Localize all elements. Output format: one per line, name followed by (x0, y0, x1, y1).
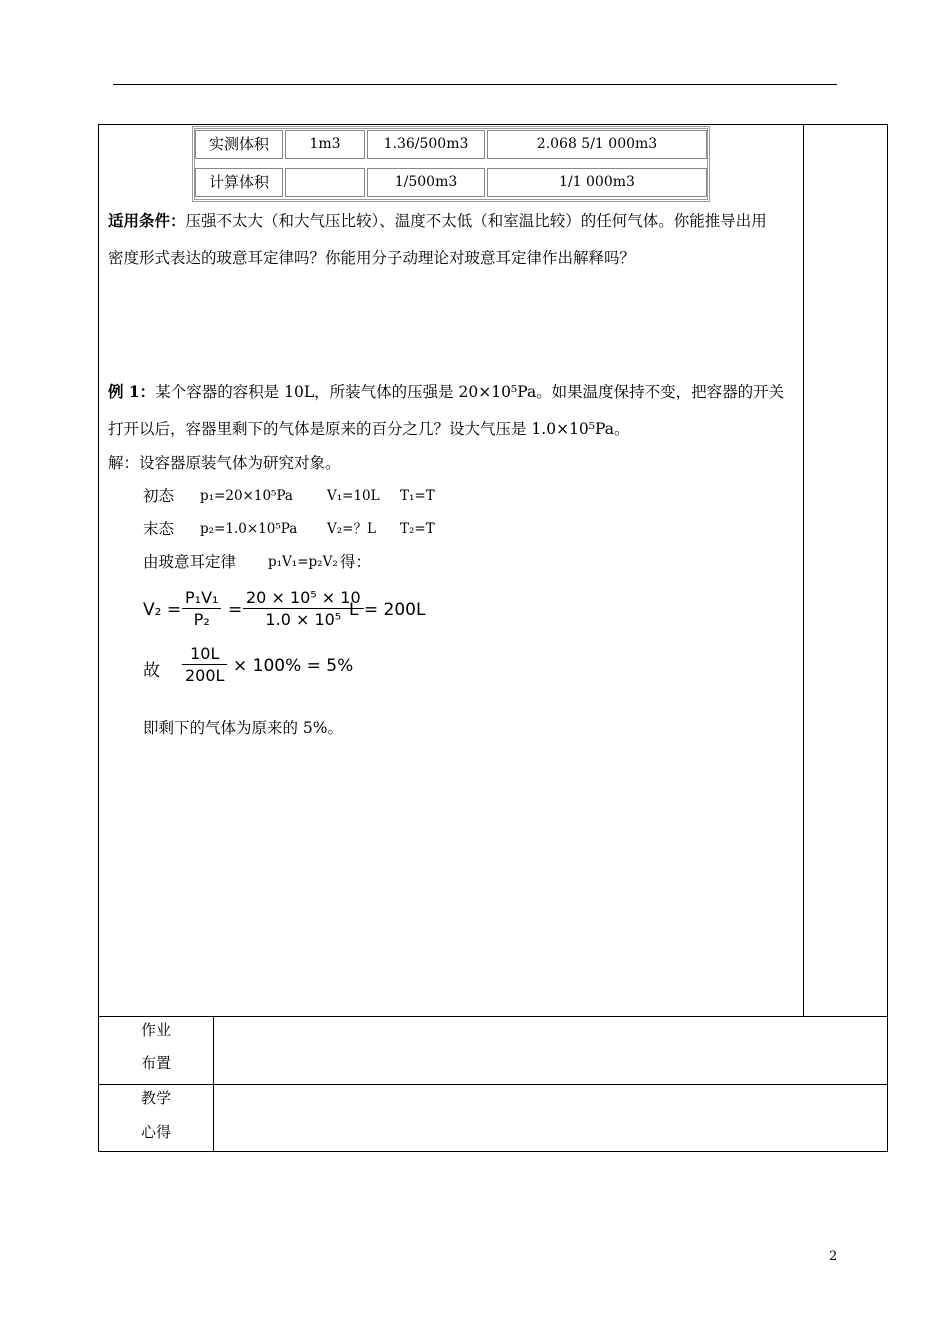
lesson-table (98, 124, 888, 1152)
example-line-2: 打开以后，容器里剩下的气体是原来的百分之几？设大气压是 1.0×10⁵Pa。 (108, 420, 630, 438)
conditions-line-2: 密度形式表达的玻意耳定律吗？你能用分子动理论对玻意耳定律作出解释吗？ (108, 249, 636, 267)
initial-volume: V₁=10L (327, 488, 380, 504)
ratio-result: × 100% = 5% (233, 656, 354, 676)
homework-row-top (98, 1016, 888, 1017)
example-text: 某个容器的容积是 10L，所装气体的压强是 20×10⁵Pa。如果温度保持不变，把容器的开关 (155, 383, 785, 401)
table-cell: 1/500m3 (367, 168, 485, 197)
fraction-numerator: P₁V₁ (182, 588, 221, 609)
fraction-numerator: 10L (182, 644, 227, 665)
initial-state-label: 初态 (143, 487, 175, 505)
initial-temperature: T₁=T (400, 488, 435, 504)
equation-lhs: V₂ = (143, 600, 182, 620)
boyle-law-equation: p₁V₁=p₂V₂ (268, 554, 338, 570)
conclusion: 即剩下的气体为原来的 5%。 (143, 719, 344, 737)
boyle-law-text: 由玻意耳定律 (143, 553, 237, 571)
conditions-text: 压强不太大（和大气压比较）、温度不太低（和室温比较）的任何气体。你能推导出用 (185, 212, 767, 230)
fraction-denominator: 1.0 × 10⁵ (265, 610, 342, 629)
fraction-numerator: 20 × 10⁵ × 10 (243, 588, 364, 609)
homework-label-2: 布置 (140, 1054, 171, 1072)
final-pressure: p₂=1.0×10⁵Pa (200, 521, 298, 537)
right-column-divider (803, 124, 804, 1016)
final-temperature: T₂=T (400, 521, 435, 537)
solution-intro: 解：设容器原装气体为研究对象。 (108, 454, 341, 472)
table-cell: 1.36/500m3 (367, 130, 485, 159)
homework-label-1: 作业 (140, 1021, 171, 1039)
table-cell: 实测体积 (195, 130, 283, 159)
footer-label-divider (213, 1016, 214, 1152)
table-cell: 计算体积 (195, 168, 283, 197)
equation-fraction-1 (182, 588, 221, 629)
conditions-line-1 (108, 211, 767, 231)
reflection-row-top (98, 1084, 888, 1085)
initial-pressure: p₁=20×10⁵Pa (200, 488, 293, 504)
equation-rhs: L = 200L (349, 600, 426, 620)
page-number: 2 (829, 1249, 838, 1264)
example-line-1 (108, 382, 784, 402)
table-cell (285, 168, 365, 197)
therefore-label: 故 (143, 661, 160, 681)
table-cell: 1m3 (285, 130, 365, 159)
fraction-denominator: 200L (185, 666, 225, 685)
example-label: 例 1： (108, 382, 156, 401)
boyle-law-get: 得： (340, 553, 372, 571)
reflection-label-2: 心得 (140, 1123, 171, 1141)
header-rule (113, 84, 837, 85)
equation-equals: = (228, 600, 243, 620)
conditions-label: 适用条件： (108, 211, 186, 230)
table-cell: 1/1 000m3 (487, 168, 707, 197)
table-cell: 2.068 5/1 000m3 (487, 130, 707, 159)
equation-fraction-2 (243, 588, 364, 629)
final-state-label: 末态 (143, 520, 175, 538)
reflection-label-1: 教学 (140, 1089, 171, 1107)
ratio-fraction (182, 644, 227, 685)
fraction-denominator: P₂ (193, 610, 210, 629)
final-volume: V₂=？L (327, 521, 376, 537)
